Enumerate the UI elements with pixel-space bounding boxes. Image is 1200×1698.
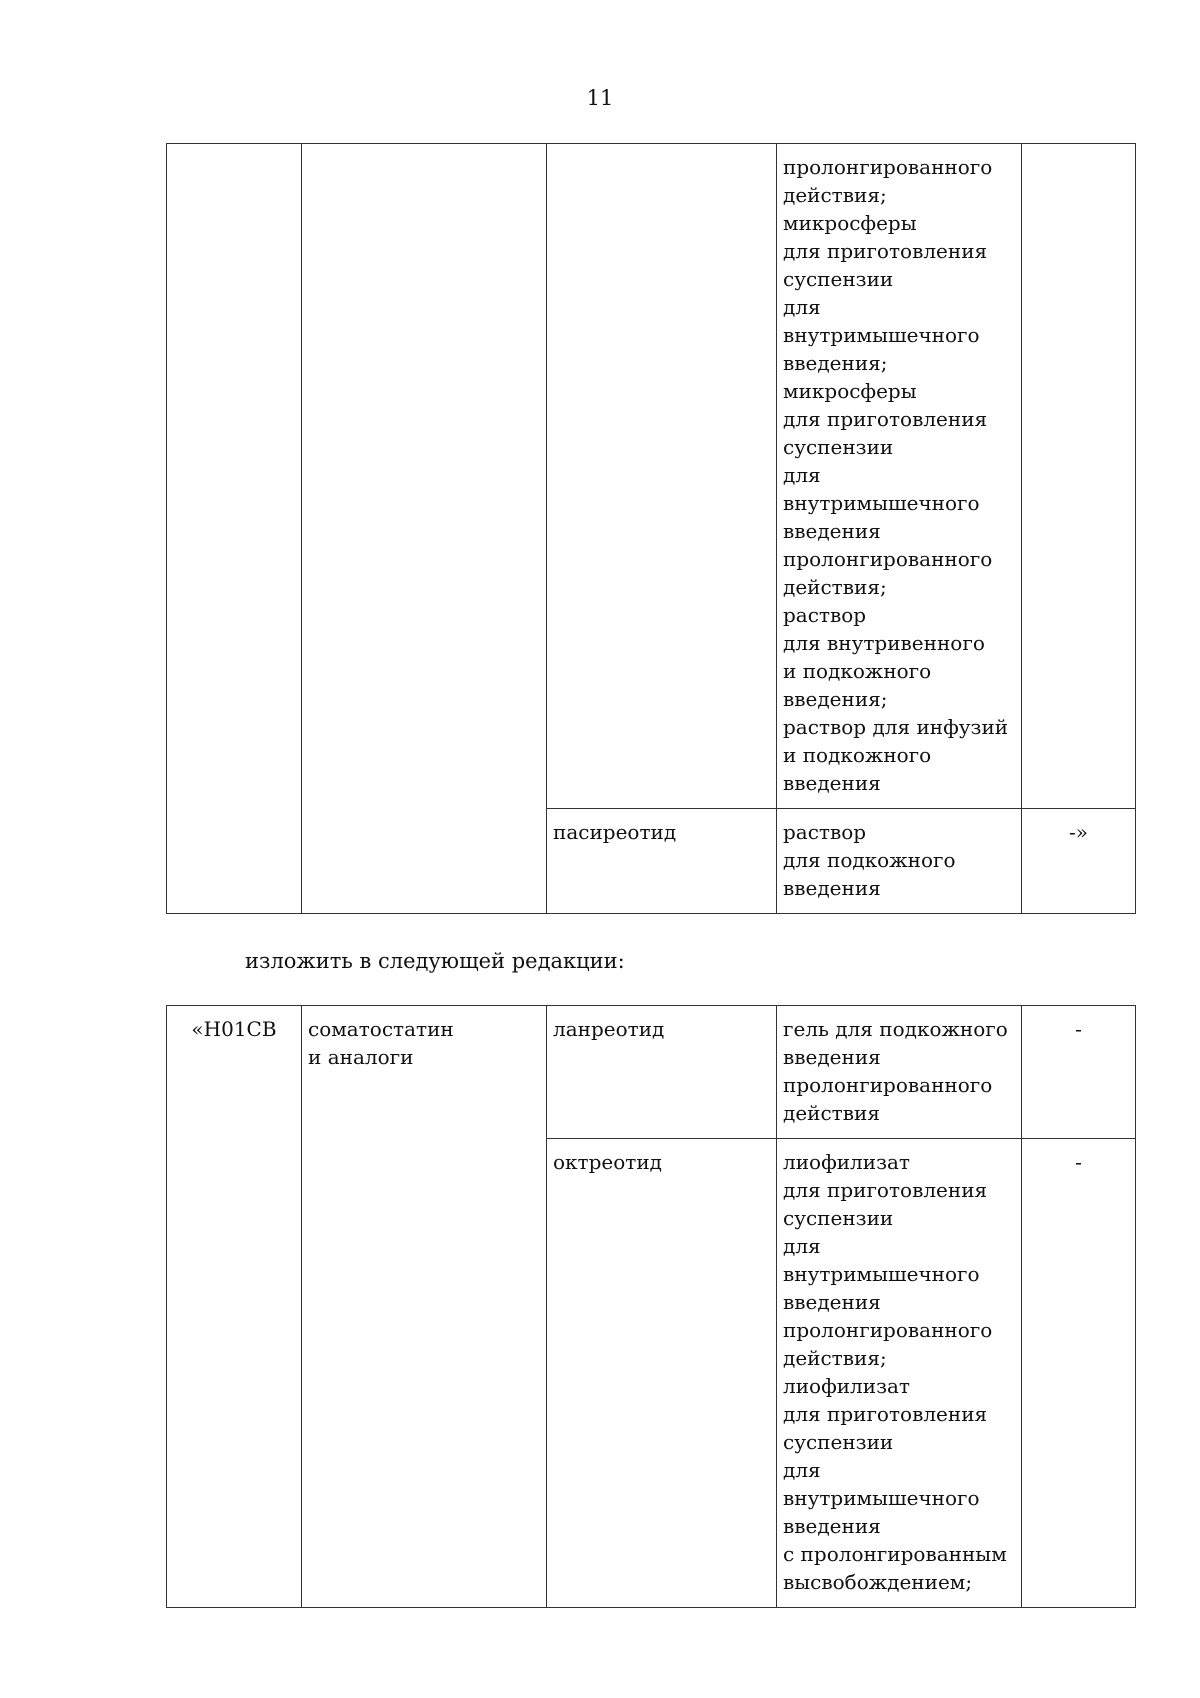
text-line: введения;	[783, 687, 888, 711]
text-line: для подкожного	[783, 848, 956, 872]
dosage-form-lines	[783, 1015, 1015, 1127]
text-line: пролонгированного	[783, 155, 993, 179]
note-text: -»	[1069, 820, 1088, 844]
text-line: действия;	[783, 1346, 887, 1370]
table-row	[167, 144, 1136, 809]
text-line: для приготовления	[783, 407, 988, 431]
text-line: суспензии	[783, 1430, 894, 1454]
text-line: гель для подкожного	[783, 1017, 1008, 1041]
text-line: введения	[783, 876, 881, 900]
note-text: -	[1075, 1150, 1082, 1174]
text-line: внутримышечного	[783, 323, 980, 347]
drug-name-cell	[547, 1006, 777, 1139]
text-line: микросферы	[783, 211, 917, 235]
text-line: микросферы	[783, 379, 917, 403]
text-line: введения	[783, 1045, 881, 1069]
text-line: для	[783, 463, 821, 487]
text-line: суспензии	[783, 267, 894, 291]
text-line: для	[783, 295, 821, 319]
dosage-form-cell	[777, 144, 1022, 809]
text-line: суспензии	[783, 435, 894, 459]
atc-group-cell	[302, 144, 547, 914]
text-line: для внутривенного	[783, 631, 985, 655]
text-line: введения	[783, 771, 881, 795]
table-row	[167, 1006, 1136, 1139]
note-cell	[1022, 144, 1136, 809]
drug-name: пасиреотид	[553, 820, 677, 844]
text-line: для приготовления	[783, 1178, 988, 1202]
text-line: раствор для инфузий	[783, 715, 1009, 739]
atc-code-cell	[167, 144, 302, 914]
text-line: соматостатин	[308, 1017, 454, 1041]
text-line: введения	[783, 1290, 881, 1314]
note-cell	[1022, 1139, 1136, 1608]
text-line: действия;	[783, 575, 887, 599]
text-line: для приготовления	[783, 1402, 988, 1426]
drug-name-cell	[547, 1139, 777, 1608]
page-number: 11	[586, 86, 614, 110]
text-line: с пролонгированным	[783, 1542, 1007, 1566]
text-line: раствор	[783, 603, 867, 627]
text-line: лиофилизат	[783, 1374, 910, 1398]
note-cell	[1022, 809, 1136, 914]
text-line: пролонгированного	[783, 1073, 993, 1097]
text-line: внутримышечного	[783, 491, 980, 515]
atc-group-lines	[308, 1015, 540, 1071]
drug-name-cell	[547, 809, 777, 914]
note-text: -	[1075, 1017, 1082, 1041]
text-line: введения	[783, 519, 881, 543]
dosage-form-cell	[777, 809, 1022, 914]
text-line: введения	[783, 1514, 881, 1538]
text-line: для приготовления	[783, 239, 988, 263]
dosage-form-lines	[783, 818, 1015, 902]
text-line: лиофилизат	[783, 1150, 910, 1174]
dosage-form-lines	[783, 153, 1015, 797]
drug-name: ланреотид	[553, 1017, 665, 1041]
text-line: и подкожного	[783, 659, 932, 683]
text-line: внутримышечного	[783, 1262, 980, 1286]
text-line: пролонгированного	[783, 1318, 993, 1342]
text-line: пролонгированного	[783, 547, 993, 571]
atc-group-cell	[302, 1006, 547, 1608]
text-line: внутримышечного	[783, 1486, 980, 1510]
text-line: и аналоги	[308, 1045, 414, 1069]
text-line: для	[783, 1458, 821, 1482]
drug-name-cell	[547, 144, 777, 809]
atc-code-cell	[167, 1006, 302, 1608]
text-line: действия;	[783, 183, 887, 207]
text-line: высвобождением;	[783, 1570, 973, 1594]
text-line: раствор	[783, 820, 867, 844]
dosage-form-cell	[777, 1139, 1022, 1608]
drug-name: октреотид	[553, 1150, 662, 1174]
text-line: действия	[783, 1101, 880, 1125]
note-cell	[1022, 1006, 1136, 1139]
dosage-form-lines	[783, 1148, 1015, 1596]
dosage-form-cell	[777, 1006, 1022, 1139]
text-line: и подкожного	[783, 743, 932, 767]
continuation-table	[166, 143, 1136, 914]
instruction-text: изложить в следующей редакции:	[245, 949, 625, 973]
atc-code: «H01CB	[191, 1017, 277, 1041]
text-line: введения;	[783, 351, 888, 375]
text-line: суспензии	[783, 1206, 894, 1230]
new-edition-table	[166, 1005, 1136, 1608]
text-line: для	[783, 1234, 821, 1258]
